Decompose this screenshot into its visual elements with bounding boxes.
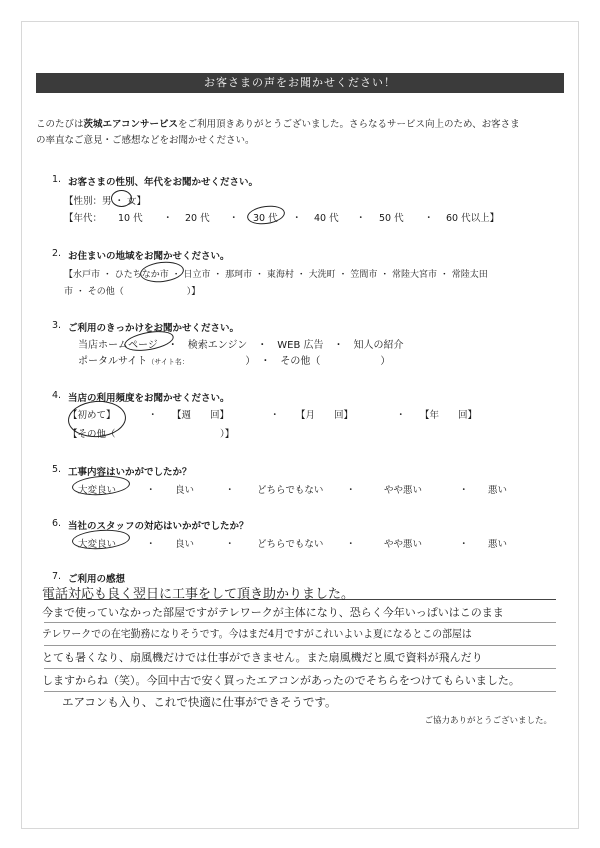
separator: ・	[356, 213, 366, 224]
age-option-30[interactable]: 30 代	[253, 213, 278, 224]
question-text: 当店の利用頻度をお聞かせください。	[68, 393, 230, 404]
rating-very-good[interactable]: 大変良い	[78, 539, 117, 550]
rating-very-good[interactable]: 大変良い	[78, 485, 117, 496]
separator: ・	[270, 410, 280, 421]
answer-rule	[44, 622, 556, 623]
separator: ・	[148, 410, 158, 421]
separator: ・	[396, 410, 406, 421]
separator: ・	[459, 485, 469, 496]
area-options-line-1[interactable]: 【水戸市 ・ ひたちなか市 ・ 日立市 ・ 那珂市 ・ 東海村 ・ 大洗町 ・ 笠間市 ・ 常陸大宮市 ・ 常陸太田	[64, 270, 488, 280]
question-number: 7.	[52, 571, 62, 582]
separator: ・	[146, 539, 156, 550]
rating-neutral[interactable]: どちらでもない	[257, 539, 324, 550]
company-name: 茨城エアコンサービス	[83, 119, 179, 130]
question-text: 当社のスタッフの対応はいかがでしたか？	[68, 521, 249, 532]
separator: ・	[424, 213, 434, 224]
intro-line-2: の率直なご意見・ご感想などをお聞かせください。	[36, 135, 255, 146]
trigger-other-option[interactable]: ） ・ その他（ ）	[185, 356, 391, 367]
separator: ・	[163, 213, 173, 224]
question-number: 4.	[52, 390, 62, 401]
handwritten-comment-line-1: 電話対応も良く翌日に工事をして頂き助かりました。	[42, 587, 355, 602]
trigger-options-line-1[interactable]: 当店ホームページ ・ 検索エンジン ・ WEB 広告 ・ 知人の紹介	[78, 340, 404, 351]
question-text: ご利用の感想	[68, 574, 126, 585]
rating-good[interactable]: 良い	[175, 485, 195, 496]
handwritten-comment-line-2: 今まで使っていなかった部屋ですがテレワークが主体になり、恐らく今年いっぱいはこのまま	[42, 606, 504, 619]
handwritten-comment-line-5: しますからね（笑）。今回中古で安く買ったエアコンがあったのでそちらをつけてもらいました。	[42, 674, 520, 687]
intro-post: をご利用頂きありがとうございました。さらなるサービス向上のため、お客さま	[178, 119, 520, 130]
separator: ・	[146, 485, 156, 496]
intro-line-1	[36, 117, 520, 133]
age-option-10[interactable]: 10 代	[118, 213, 143, 224]
separator: ・	[346, 485, 356, 496]
intro-text	[36, 117, 520, 149]
answer-rule	[44, 691, 556, 692]
separator: ・	[346, 539, 356, 550]
separator: ・	[229, 213, 239, 224]
rating-somewhat-bad[interactable]: やや悪い	[384, 539, 423, 550]
separator: ・	[225, 539, 235, 550]
separator: ・	[459, 539, 469, 550]
separator: ・	[225, 485, 235, 496]
handwritten-comment-line-4: とても暑くなり、扇風機だけでは仕事ができません。また扇風機だと風で資料が飛んだり	[42, 651, 483, 664]
handwritten-comment-line-3: テレワークでの在宅勤務になりそうです。今はまだ4月ですがこれいよいよ夏になるとこの部屋は	[42, 628, 472, 640]
frequency-yearly[interactable]: 【年 回】	[420, 410, 478, 421]
age-option-50[interactable]: 50 代	[379, 213, 404, 224]
question-text: 工事内容はいかがでしたか？	[68, 467, 192, 478]
separator: ・	[292, 213, 302, 224]
question-text: お客さまの性別、年代をお聞かせください。	[68, 177, 259, 188]
handwritten-comment-line-6: エアコンも入り、これで快適に仕事ができそうです。	[62, 695, 337, 709]
frequency-first-time[interactable]: 【初めて】	[68, 410, 116, 421]
site-name-label: （サイト名：	[147, 358, 186, 366]
answer-rule	[44, 645, 556, 646]
portal-site-option[interactable]: ポータルサイト	[78, 356, 148, 367]
question-number: 5.	[52, 464, 62, 475]
rating-neutral[interactable]: どちらでもない	[257, 485, 324, 496]
frequency-other[interactable]: 【その他（ ）】	[68, 429, 235, 440]
age-option-60-plus[interactable]: 60 代以上】	[446, 213, 500, 224]
question-number: 2.	[52, 248, 62, 259]
area-options-line-2[interactable]: 市 ・ その他（ ）】	[64, 287, 201, 297]
rating-somewhat-bad[interactable]: やや悪い	[384, 485, 423, 496]
rating-bad[interactable]: 悪い	[488, 485, 508, 496]
question-number: 3.	[52, 320, 62, 331]
age-label: 【年代：	[64, 213, 103, 224]
survey-title: お客さまの声をお聞かせください！	[36, 73, 564, 93]
frequency-monthly[interactable]: 【月 回】	[296, 410, 354, 421]
frequency-weekly[interactable]: 【週 回】	[172, 410, 230, 421]
age-option-20[interactable]: 20 代	[185, 213, 210, 224]
thank-you-note: ご協力ありがとうございました。	[424, 716, 552, 726]
question-number: 1.	[52, 174, 62, 185]
answer-rule	[44, 668, 556, 669]
trigger-options-line-2[interactable]	[78, 352, 390, 367]
rating-bad[interactable]: 悪い	[488, 539, 508, 550]
gender-options[interactable]: 【性別：男 ・ 女】	[64, 196, 147, 207]
rating-good[interactable]: 良い	[175, 539, 195, 550]
question-text: ご利用のきっかけをお聞かせください。	[68, 323, 240, 334]
intro-pre: このたびは	[36, 119, 84, 130]
age-option-40[interactable]: 40 代	[314, 213, 339, 224]
question-text: お住まいの地域をお聞かせください。	[68, 251, 230, 262]
question-number: 6.	[52, 518, 62, 529]
